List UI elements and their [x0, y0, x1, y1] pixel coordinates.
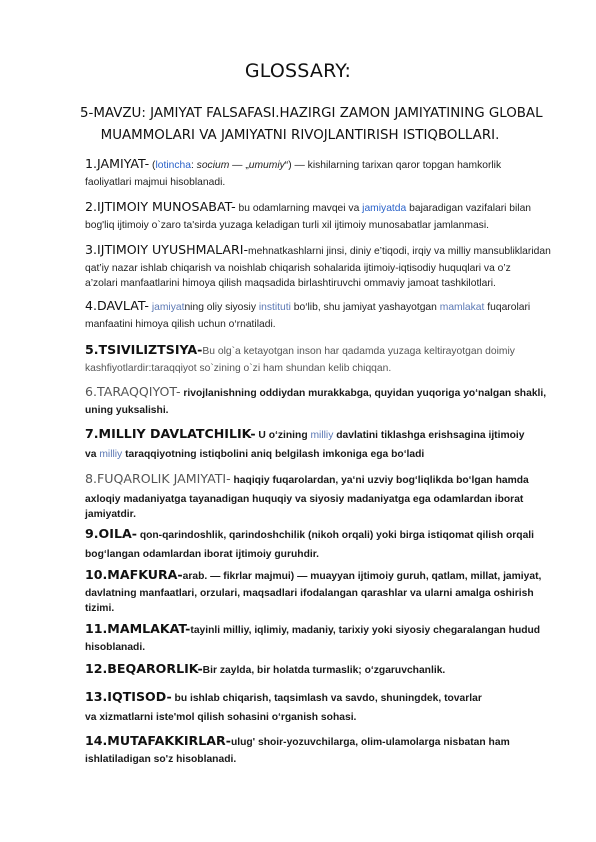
page-title: GLOSSARY:	[244, 60, 352, 82]
link-xizmatlarni-istemol-qilish[interactable]: xizmatlarni iste'mol qilish	[99, 712, 225, 723]
glossary-entry-iqtisod: 13.IQTISOD- bu ishlab chiqarish, taqsimlash va savdo, shuningdek, tovarlar va xizmatlarni iste'mol qilish sohasini o‘rganish sohasi.	[85, 689, 482, 723]
entry-term: 14.MUTAFAKKIRLAR-	[85, 733, 231, 748]
glossary-entry-milliy-davlatchilik: 7.MILLIY DAVLATCHILIK- U o‘zining milliy davlatini tiklashga erishsagina ijtimoiy va milliy taraqqiyotning istiqbolini aniq belgilash imkoniga ega bo‘ladi	[85, 426, 525, 460]
entry-term: 7.MILLIY DAVLATCHILIK-	[85, 426, 256, 441]
link-jamiyatda[interactable]: jamiyatda	[362, 203, 407, 214]
entry-term: 12.BEQARORLIK-	[85, 661, 203, 676]
entry-term: 2.IJTIMOIY MUNOSABAT-	[85, 199, 236, 214]
glossary-entry-tsiviliztsiya: 5.TSIVILIZTSIYA-Bu olg`a ketayotgan inson har qadamda yuzaga keltirayotgan doimiy kashfiyotlardir:taraqqiyot so`zining o`zi ham shundan kelib chiqqan.	[85, 342, 515, 374]
glossary-entry-mamlakat: 11.MAMLAKAT-tayinli milliy, iqlimiy, madaniy, tarixiy yoki siyosiy chegaralangan hudud hisoblanadi.	[85, 621, 541, 653]
link-odam[interactable]: odam	[142, 549, 171, 560]
entry-term: 5.TSIVILIZTSIYA-	[85, 342, 203, 357]
subtitle-line-1: 5-MAVZU: JAMIYAT FALSAFASI.HAZIRGI ZAMON JAMIYATINING GLOBAL	[80, 106, 543, 121]
link-milliy[interactable]: milliy	[223, 625, 249, 636]
link-madaniy[interactable]: madaniy	[291, 625, 333, 636]
entry-term: 3.IJTIMOIY UYUSHMALARI-	[85, 242, 249, 257]
entry-term: 1.JAMIYAT-	[85, 156, 150, 171]
glossary-entry-jamiyat: 1.JAMIYAT- (lotincha: socium — „umumiy“) — kishilarning tarixan qaror topgan hamkorlik faoliyatlari majmui hisoblanadi.	[85, 156, 502, 188]
link-jamiyat[interactable]: jamiyat	[151, 302, 185, 313]
glossary-entry-oila: 9.OILA- qon-qarindoshlik, qarindoshchilik (nikoh orqali) yoki birga istiqomat qilish orqali bog‘langan odamlardan iborat ijtimoiy guruhdir.	[85, 526, 535, 560]
entry-term: 8.FUQAROLIK JAMIYATI-	[85, 471, 231, 486]
section-subtitle	[80, 103, 543, 147]
link-huquqiy[interactable]: huquqiy	[252, 494, 293, 505]
link-savdo[interactable]: savdo	[345, 693, 375, 704]
entry-term: 11.MAMLAKAT-	[85, 621, 191, 636]
link-fuqarolardan[interactable]: fuqarolardan	[272, 475, 336, 486]
subtitle-line-2: MUAMMOLARI VA JAMIYATNI RIVOJLANTIRISH ISTIQBOLLARI.	[100, 128, 500, 143]
glossary-entry-ijtimoiy-uyushmalari: 3.IJTIMOIY UYUSHMALARI-mehnatkashlarni jinsi, diniy e’tiqodi, irqiy va milliy mansubliklaridan qat’iy nazar ishlab chiqarish va noishlab chiqarish sohalarida ijtimoiy-iqtisodiy huquqlari va o’z a’zolari manfaatlarini himoya qilish maqsadida birlashtiruvchi ommaviy jamoat tashkilotlari.	[85, 242, 551, 289]
link-siyosiy[interactable]: siyosiy	[309, 494, 345, 505]
link-nikoh[interactable]: nikoh	[311, 530, 339, 541]
glossary-entry-ijtimoiy-munosabat: 2.IJTIMOIY MUNOSABAT- bu odamlarning mavqei va jamiyatda bajaradigan vazifalari bilan bog'liq ijtimoiy o`zaro ta'sirda yuzaga keladigan turli xil ijtimoiy munosabatlar jamlanmasi.	[85, 199, 532, 231]
glossary-entry-fuqarolik-jamiyati: 8.FUQAROLIK JAMIYATI- haqiqiy fuqarolardan, ya‘ni uzviy bog‘liqlikda bo‘lgan hamda axloqiy madaniyatga tayanadigan huquqiy va siyosiy madaniyatga ega odamlardan iborat jamiyatdir.	[85, 471, 529, 520]
entry-term: 13.IQTISOD-	[85, 689, 172, 704]
link-iqlimiy[interactable]: iqlimiy	[254, 625, 287, 636]
link-lotincha[interactable]: lotincha	[155, 160, 191, 171]
glossary-entry-mutafakkirlar: 14.MUTAFAKKIRLAR-ulug' shoir-yozuvchilarga, olim-ulamolarga nisbatan ham ishlatiladigan so'z hisoblanadi.	[85, 733, 510, 765]
entry-term: 4.DAVLAT-	[85, 298, 149, 313]
glossary-entry-taraqqiyot: 6.TARAQQIYOT- rivojlanishning oddiydan murakkabga, quyidan yuqoriga yo‘nalgan shakli, uning yuksalishi.	[85, 384, 547, 416]
link-ijtimoiy-guruh[interactable]: ijtimoiy guruh	[235, 549, 304, 560]
link-siyosiy[interactable]: siyosiy	[395, 625, 431, 636]
link-tarixiy[interactable]: tarixiy	[338, 625, 369, 636]
glossary-entry-davlat: 4.DAVLAT- jamiyatning oliy siyosiy instituti bo‘lib, shu jamiyat yashayotgan mamlakat fuqarolari manfaatini himoya qilish uchun o‘rnatiladi.	[85, 298, 531, 330]
entry-term: 6.TARAQQIYOT-	[85, 384, 181, 399]
link-milliy-2[interactable]: milliy	[99, 449, 123, 460]
link-milliy[interactable]: milliy	[310, 430, 334, 441]
glossary-entry-mafkura: 10.MAFKURA-arab. — fikrlar majmui) — muayyan ijtimoiy guruh, qatlam, millat, jamiyat, davlatning manfaatlari, orzulari, maqsadlari ifodalangan qarashlar va ularni amalga oshirish tizimi.	[85, 567, 542, 614]
glossary-entry-beqarorlik: 12.BEQARORLIK-Bir zaylda, bir holatda turmaslik; o‘zgaruvchanlik.	[85, 661, 446, 676]
entry-term: 10.MAFKURA-	[85, 567, 183, 582]
link-mamlakat[interactable]: mamlakat	[439, 302, 485, 313]
link-instituti[interactable]: instituti	[258, 302, 291, 313]
entry-term: 9.OILA-	[85, 526, 137, 541]
link-qon-qarindosh[interactable]: qon-qarindosh	[139, 530, 212, 541]
link-taqsimlash[interactable]: taqsimlash	[274, 693, 328, 704]
